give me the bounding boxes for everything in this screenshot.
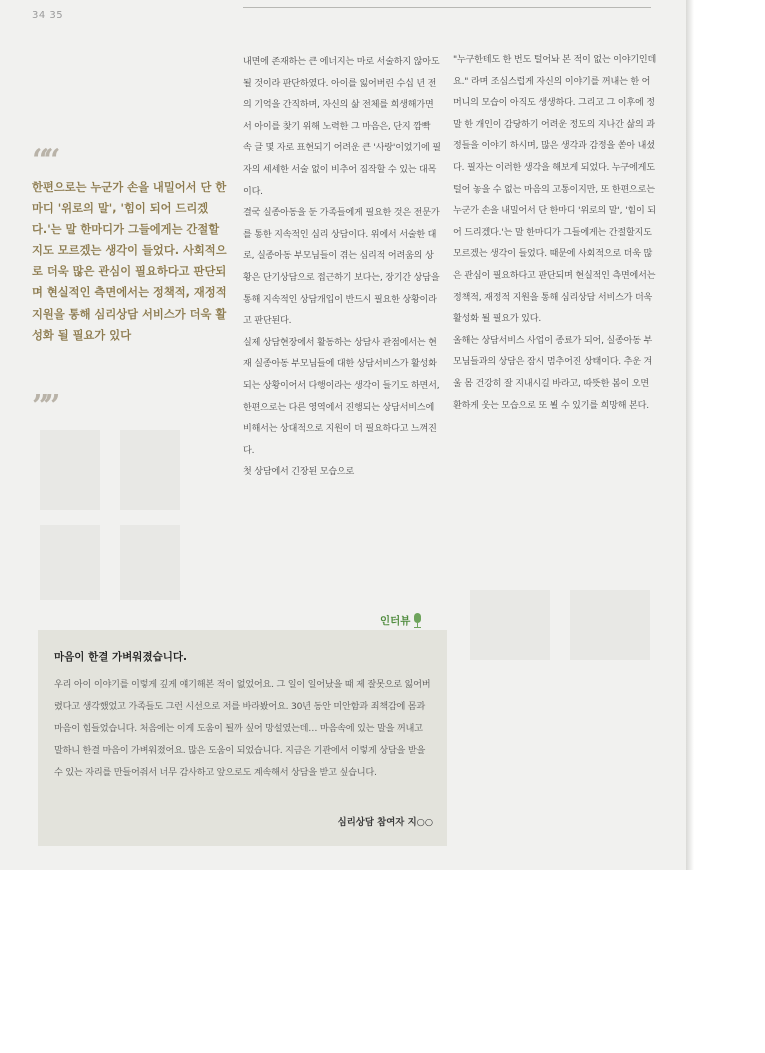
article-column-middle — [243, 52, 441, 484]
close-quote-icon: ”” — [32, 389, 55, 424]
article-paragraph: 내면에 존재하는 큰 에너지는 마로 서술하지 않아도 될 것이라 판단하였다. 아이를 잃어버린 수십 년 전의 기억을 간직하며, 자신의 삶 전체를 희생해가면서 아이를 찾기 위해 노력한 그 마음은, 단지 깜빡 속 글 몇 자로 표현되기 어려운 큰 '사랑'이었기에 필자의 세세한 서술 없이 비추어 짐작할 수 있는 대목이다. — [243, 57, 441, 197]
interview-tag — [380, 613, 422, 628]
article-paragraph: 실제 상담현장에서 활동하는 상담사 관점에서는 현재 실종아동 부모님들에 대한 상담서비스가 활성화 되는 상황이어서 다행이라는 생각이 들기도 하면서, 한편으로는 다른 영역에서 진행되는 상담서비스에 비해서는 상대적으로 지원이 더 필요하다고 느껴진다. — [243, 337, 440, 456]
article-paragraph: 결국 실종아동을 둔 가족들에게 필요한 것은 전문가를 통한 지속적인 심리 상담이다. 위에서 서술한 대로, 실종아동 부모님들이 겪는 심리적 어려움의 상황은 단기상담으로 접근하기 보다는, 장기간 상담을 통해 지속적인 상담개입이 반드시 필요한 상황이라고 판단된다. — [243, 208, 440, 327]
header-rule — [243, 7, 651, 8]
microphone-icon — [413, 613, 422, 628]
article-paragraph: 첫 상담에서 긴장된 모습으로 — [243, 467, 355, 478]
interview-author: 심리상담 참여자 지○○ — [337, 817, 433, 828]
interview-tag-label: 인터뷰 — [380, 615, 411, 627]
article-paragraph: "누구한테도 한 번도 털어놔 본 적이 없는 이야기인데요." 라며 조심스럽게 자신의 이야기를 꺼내는 한 어머니의 모습이 아직도 생생하다. 그리고 그 이후에 정말 한 개인이 감당하기 어려운 정도의 지나간 삶의 과정들을 이야기 하시며, 많은 생각과 감정을 쏟아 내셨다. 필자는 이러한 생각을 해보게 되었다. 누구에게도 털어 놓을 수 없는 마음의 고통이지만, 또 한편으로는 누군가 손을 내밀어서 단 한마디 '위로의 말', '힘이 되어 드리겠다.'는 말 한마디가 그들에게는 간절할지도 모르겠는 생각이 들었다. 때문에 사회적으로 더욱 많은 관심이 필요하다고 판단되며 현실적인 측면에서는 정책적, 재정적 지원을 통해 심리상담 서비스가 더욱 활성화 될 필요가 있다. — [453, 55, 657, 325]
interview-title: 마음이 한결 가벼워졌습니다. — [54, 651, 188, 663]
article-paragraph: 올해는 상담서비스 사업이 종료가 되어, 실종아동 부모님들과의 상담은 잠시 멈추어진 상태이다. 추운 겨울 몸 건강히 잘 지내시길 바라고, 따뜻한 봄이 오면 환하게 웃는 모습으로 또 뵐 수 있기를 희망해 본다. — [453, 335, 653, 411]
article-column-right — [453, 50, 658, 417]
open-quote-icon: ““ — [32, 143, 55, 178]
pull-quote: 한편으로는 누군가 손을 내밀어서 단 한마디 '위로의 말', '힘이 되어 드리겠다.'는 말 한마디가 그들에게는 간절할지도 모르겠는 생각이 들었다. 사회적으로 더욱 많은 관심이 필요하다고 판단되며 현실적인 측면에서는 정책적, 재정적 지원을 통해 심리상담 서비스가 더욱 활성화 될 필요가 있다 — [32, 181, 227, 342]
page-edge-shadow — [686, 0, 694, 870]
page-number: 34 35 — [32, 10, 64, 21]
interview-box — [38, 630, 447, 846]
interview-body: 우리 아이 이야기를 이렇게 깊게 얘기해본 적이 없었어요. 그 일이 일어났을 때 제 잘못으로 잃어버렸다고 생각했었고 가족들도 그런 시선으로 저를 바라봤어요. 30년 동안 미안함과 죄책감에 몸과 마음이 힘들었습니다. 처음에는 이게 도움이 될까 싶어 망설였는데… 마음속에 있는 말을 꺼내고 말하니 한결 마음이 가벼워졌어요. 많은 도움이 되었습니다. 지금은 기관에서 이렇게 상담을 받을 수 있는 자리를 만들어줘서 너무 감사하고 앞으로도 계속해서 상담을 받고 싶습니다. — [54, 679, 431, 778]
